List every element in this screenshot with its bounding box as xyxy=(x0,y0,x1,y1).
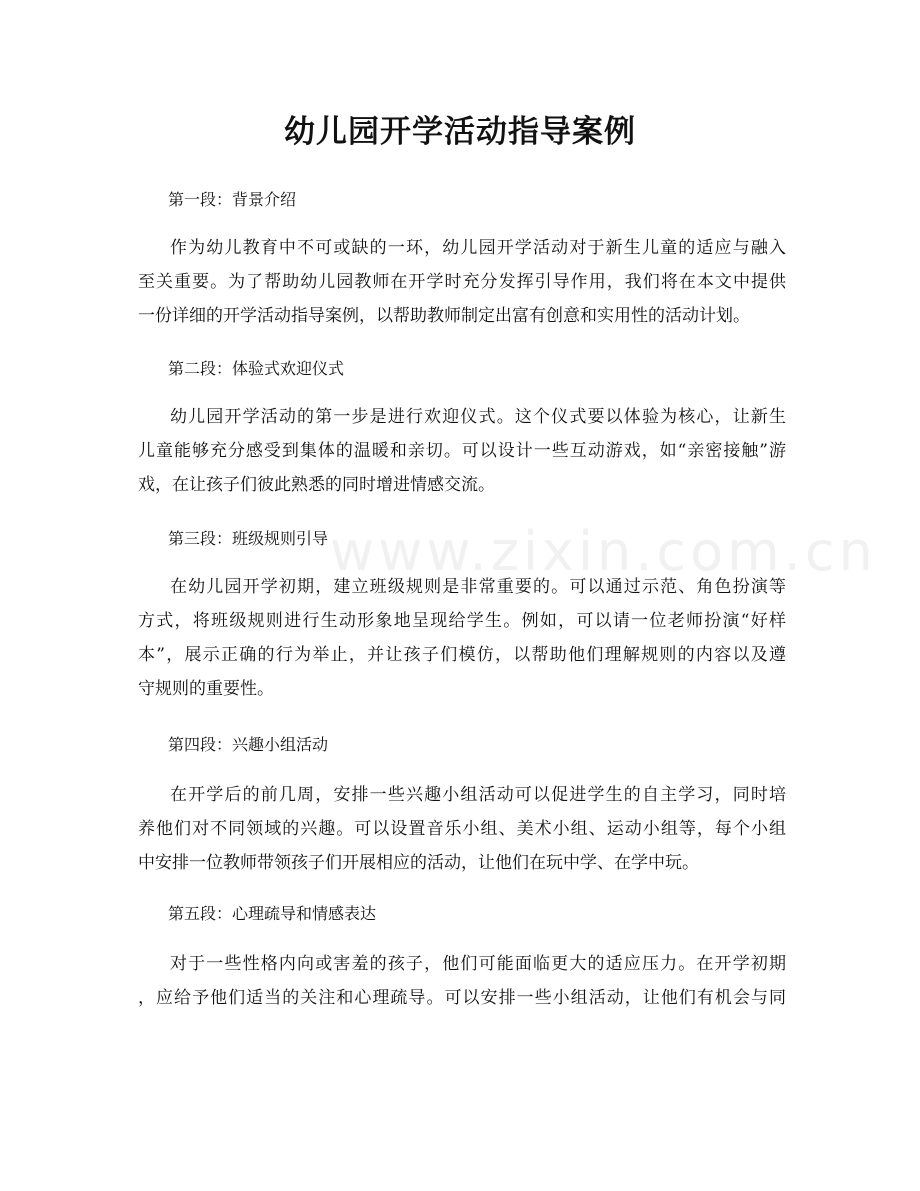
page-title: 幼儿园开学活动指导案例 xyxy=(284,114,636,150)
paragraph-line: 本”，展示正确的行为举止，并让孩子们模仿，以帮助他们理解规则的内容以及遵 xyxy=(138,645,786,665)
paragraph-line: ，应给予他们适当的关注和心理疏导。可以安排一些小组活动，让他们有机会与同 xyxy=(138,988,786,1008)
section-paragraph-2 xyxy=(138,400,786,502)
section-paragraph-5 xyxy=(138,947,786,1015)
paragraph-line: 在开学后的前几周，安排一些兴趣小组活动可以促进学生的自主学习，同时培 xyxy=(170,785,786,805)
section-heading-4: 第四段：兴趣小组活动 xyxy=(168,735,329,754)
paragraph-line: 儿童能够充分感受到集体的温暖和亲切。可以设计一些互动游戏，如“亲密接触”游 xyxy=(138,441,786,461)
section-paragraph-3 xyxy=(138,570,786,706)
paragraph-line: 方式，将班级规则进行生动形象地呈现给学生。例如，可以请一位老师扮演“好样 xyxy=(138,611,786,631)
section-heading-1: 第一段：背景介绍 xyxy=(168,190,297,209)
paragraph-line: 至关重要。为了帮助幼儿园教师在开学时充分发挥引导作用，我们将在本文中提供 xyxy=(138,272,786,292)
paragraph-line: 养他们对不同领域的兴趣。可以设置音乐小组、美术小组、运动小组等，每个小组 xyxy=(138,819,786,839)
section-heading-3: 第三段：班级规则引导 xyxy=(168,529,329,548)
section-paragraph-4 xyxy=(138,778,786,880)
paragraph-line: 戏，在让孩子们彼此熟悉的同时增进情感交流。 xyxy=(138,475,495,495)
watermark: www.zixin.com.cn xyxy=(330,520,877,583)
paragraph-line: 中安排一位教师带领孩子们开展相应的活动，让他们在玩中学、在学中玩。 xyxy=(138,853,699,873)
paragraph-line: 幼儿园开学活动的第一步是进行欢迎仪式。这个仪式要以体验为核心，让新生 xyxy=(170,407,786,427)
section-heading-2: 第二段：体验式欢迎仪式 xyxy=(168,359,345,378)
paragraph-line: 一份详细的开学活动指导案例，以帮助教师制定出富有创意和实用性的活动计划。 xyxy=(138,306,750,326)
paragraph-line: 守规则的重要性。 xyxy=(138,679,274,699)
paragraph-line: 作为幼儿教育中不可或缺的一环，幼儿园开学活动对于新生儿童的适应与融入 xyxy=(170,238,786,258)
paragraph-line: 对于一些性格内向或害羞的孩子，他们可能面临更大的适应压力。在开学初期 xyxy=(170,954,786,974)
section-heading-5: 第五段：心理疏导和情感表达 xyxy=(168,904,377,923)
section-paragraph-1 xyxy=(138,231,786,333)
paragraph-line: 在幼儿园开学初期，建立班级规则是非常重要的。可以通过示范、角色扮演等 xyxy=(170,577,786,597)
